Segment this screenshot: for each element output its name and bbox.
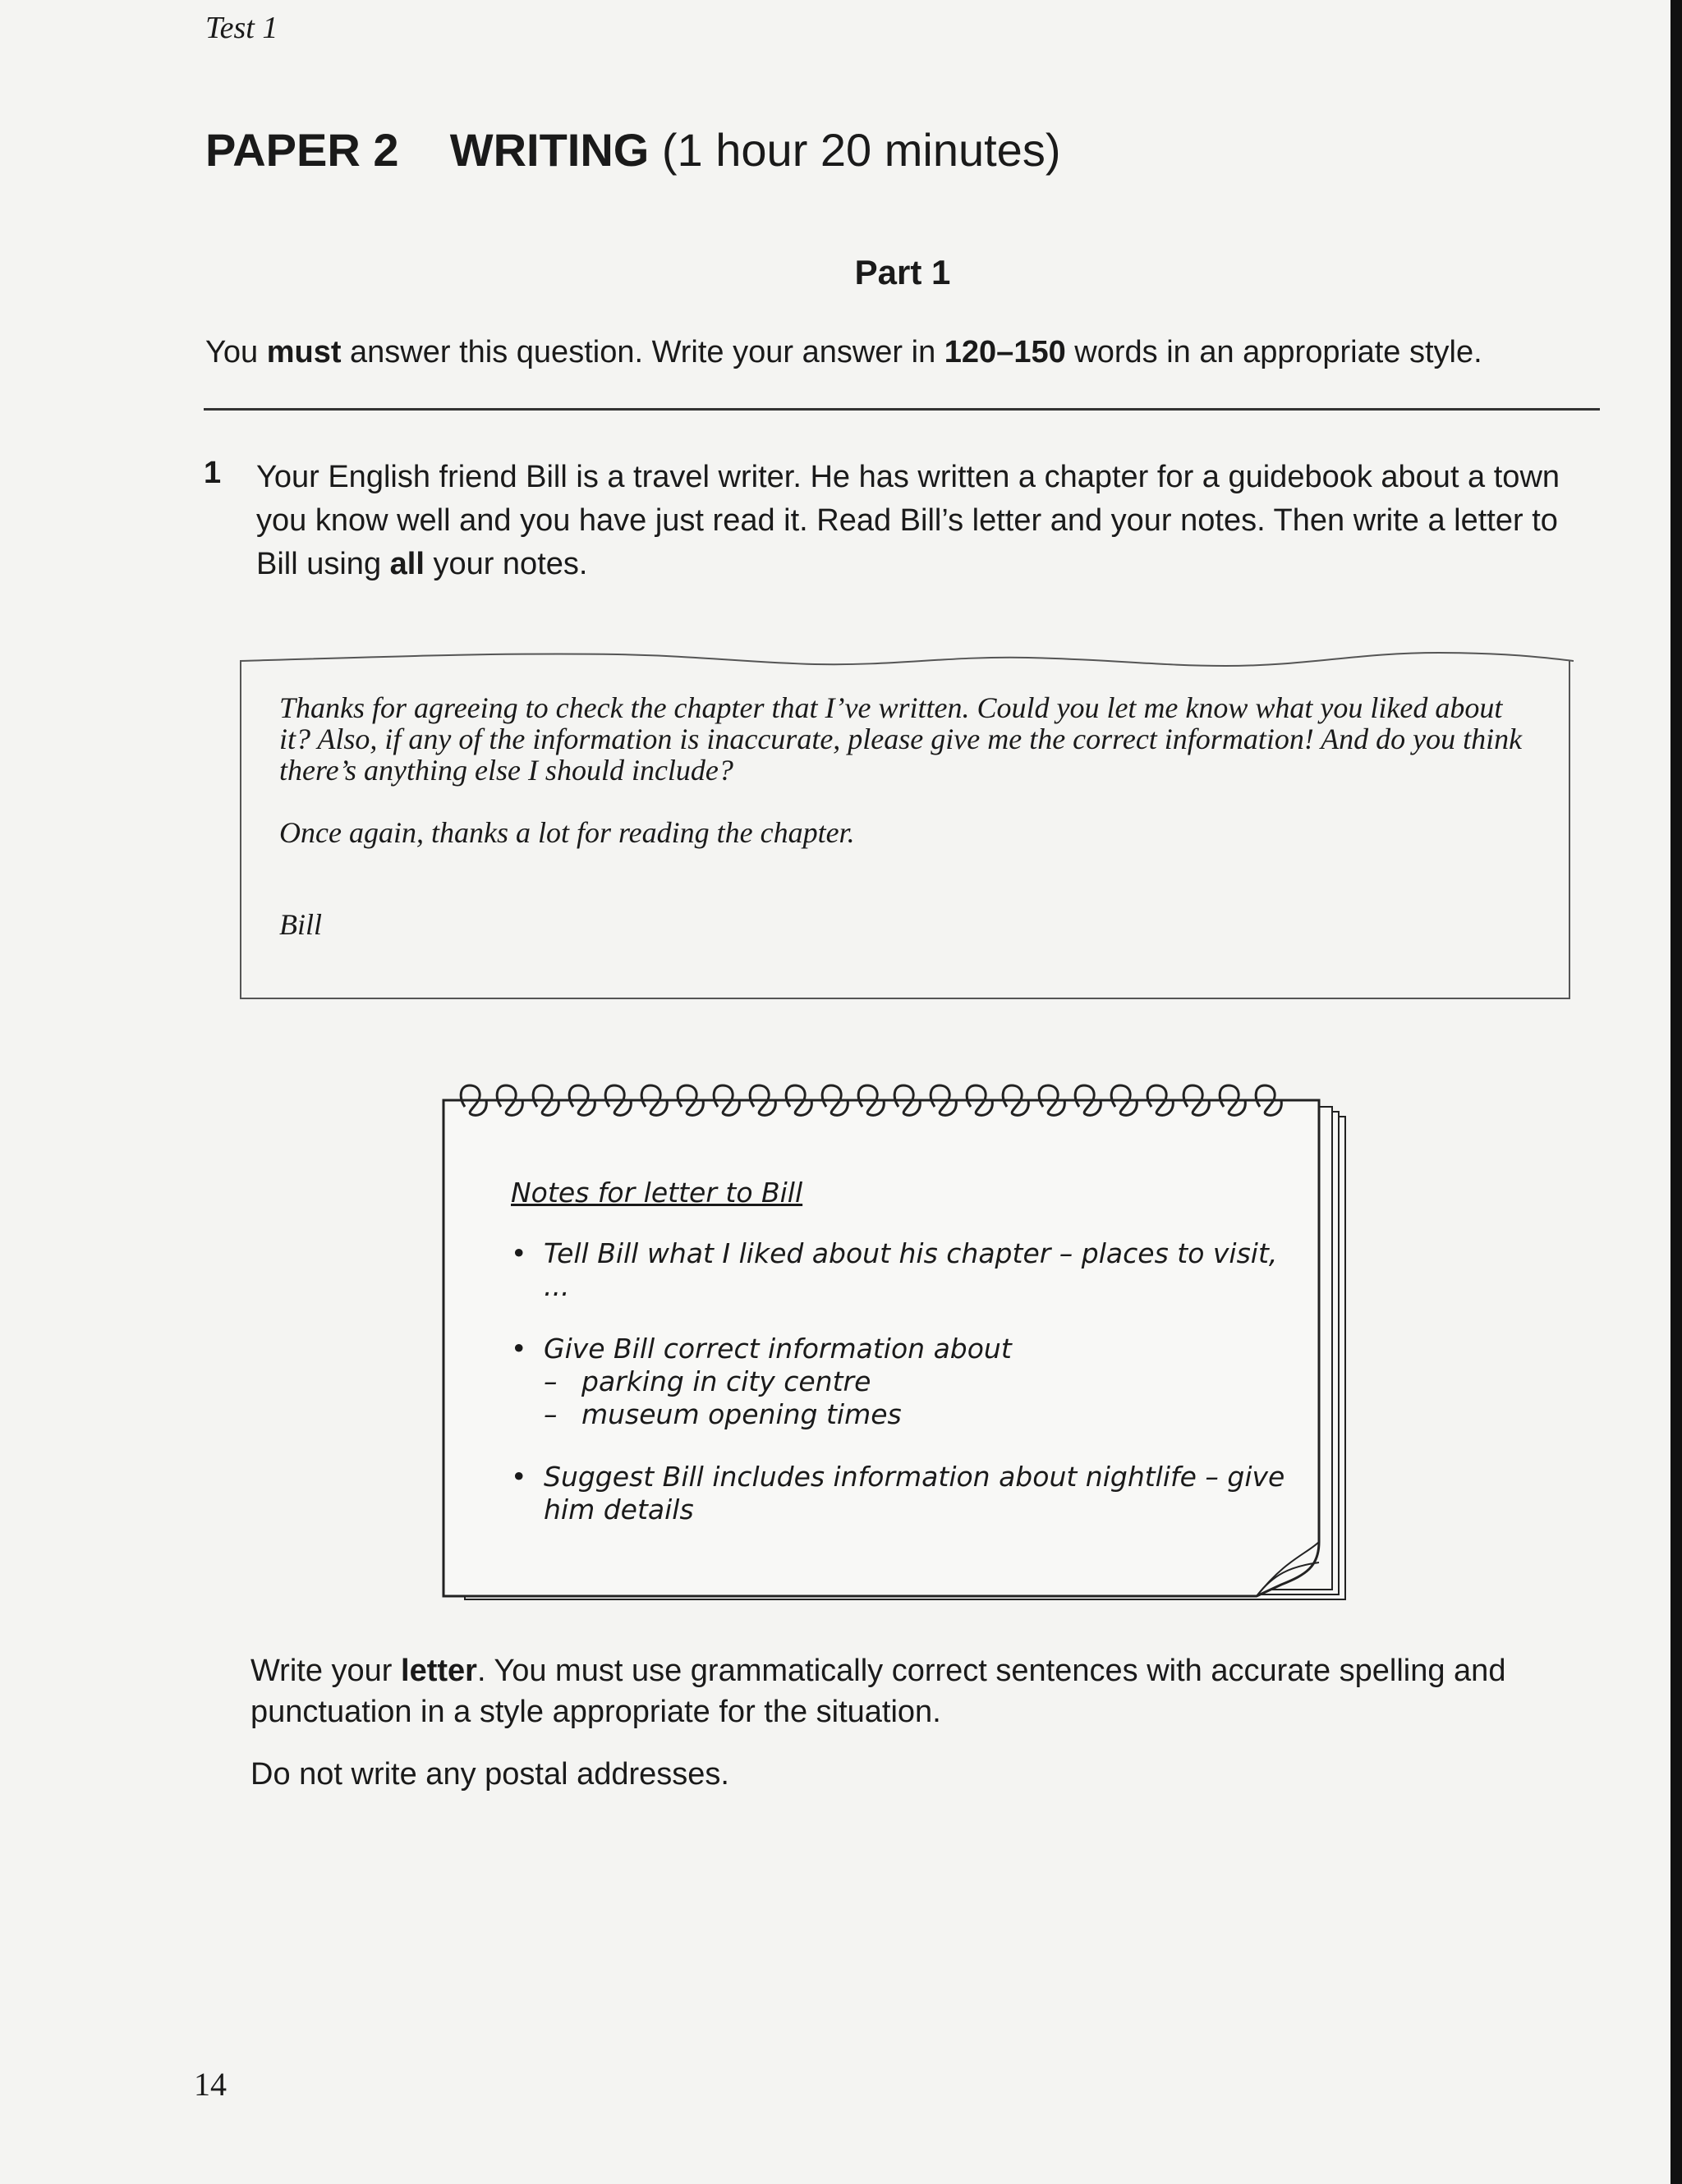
closing-paragraph: Do not write any postal addresses.: [250, 1757, 729, 1792]
divider-rule: [204, 408, 1600, 411]
letter-signature: Bill: [279, 908, 322, 941]
letter-box: [240, 661, 1570, 999]
letter-torn-edge: [240, 646, 1574, 679]
letter-paragraph: Thanks for agreeing to check the chapter that I’ve written. Could you let me know what you liked about it? Also, if any of the information is inaccurate, please give me the correct information! And do you think there’s anything else I should include?: [279, 691, 1523, 787]
instruction: You must answer this question. Write your answer in 120–150 words in an appropriate style.: [205, 335, 1482, 369]
running-head: Test 1: [205, 11, 278, 45]
paper-duration: (1 hour 20 minutes): [661, 124, 1061, 176]
note-item: • Suggest Bill includes information about nightlife – give him details: [511, 1461, 1285, 1526]
note-subitem: – museum opening times: [544, 1398, 902, 1430]
paper-section: WRITING: [449, 124, 650, 176]
notes-content: [511, 1177, 1299, 1556]
book-spine-shadow: [1671, 0, 1682, 2184]
closing-letter: letter: [401, 1654, 477, 1688]
bullet: •: [511, 1237, 527, 1269]
paper-number: PAPER 2: [205, 124, 399, 176]
instruction-must: must: [266, 335, 342, 369]
question-number: 1: [204, 456, 222, 490]
letter-paragraph: Once again, thanks a lot for reading the chapter.: [279, 816, 855, 849]
closing-instructions: [250, 1650, 1606, 1816]
part-heading: Part 1: [854, 253, 951, 291]
closing-paragraph: Write your letter. You must use grammatically correct sentences with accurate spelling and punctuation in a style appropriate for the situation.: [250, 1654, 1506, 1729]
question-all: all: [389, 547, 425, 581]
notepad: [435, 1082, 1355, 1614]
bullet: •: [511, 1333, 527, 1365]
bullet: •: [511, 1461, 527, 1493]
instruction-word-count: 120–150: [944, 335, 1066, 369]
notes-title: Notes for letter to Bill: [511, 1177, 803, 1209]
paper-title: [205, 123, 1060, 177]
note-subitem: – parking in city centre: [544, 1365, 871, 1397]
note-item: • Give Bill correct information about – parking in city centre – museum opening times: [511, 1333, 1299, 1431]
letter-body: [279, 692, 1528, 879]
question-text: Your English friend Bill is a travel writer. He has written a chapter for a guidebook about a town you know well and you have just read it. Read Bill’s letter and your notes. Then write a letter to Bill using all your notes.: [256, 460, 1560, 581]
note-item: • Tell Bill what I liked about his chapter – places to visit, ...: [511, 1237, 1278, 1302]
page-number: 14: [194, 2066, 227, 2103]
